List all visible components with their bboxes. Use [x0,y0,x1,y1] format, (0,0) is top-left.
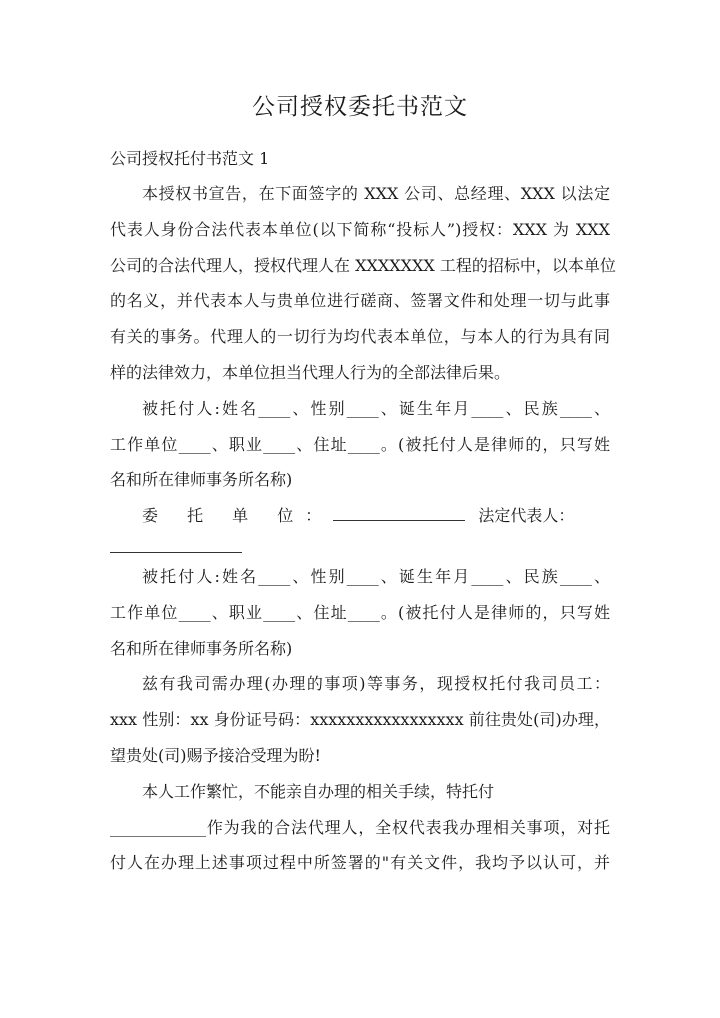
document-subtitle: 公司授权托付书范文 1 [110,149,270,168]
para2-line: 被托付人:姓名____、性别____、诞生年月____、民族____、 [142,398,610,418]
signature-row [110,498,610,534]
para2-line: 工作单位____、职业____、住址____。(被托付人是律师的，只写姓 [110,434,610,454]
para3-line: 工作单位____、职业____、住址____。(被托付人是律师的，只写姓 [110,602,610,622]
legal-rep-label: 法定代表人： [478,506,575,526]
para5-line: ____________作为我的合法代理人，全权代表我办理相关事项，对托 [110,817,610,837]
entrusting-unit-label: 委 托 单 位： [142,506,334,526]
para1-line: 样的法律效力，本单位担当代理人行为的全部法律后果。 [110,362,511,382]
para1-line: 有关的事务。代理人的一切行为均代表本单位，与本人的行为具有同 [110,327,610,347]
para2-line: 名和所在律师事务所名称) [110,470,293,490]
document-title: 公司授权委托书范文 [252,94,468,120]
para3-line: 被托付人:姓名____、性别____、诞生年月____、民族____、 [142,566,610,586]
entrusting-unit-blank [333,504,465,521]
para1-line: 公司的合法代理人，授权代理人在 XXXXXXX 工程的招标中，以本单位 [110,255,616,275]
para5-line: 付人在办理上述事项过程中所签署的"有关文件，我均予以认可，并 [110,853,610,873]
document-body [110,176,616,881]
para4-line: 望贵处(司)赐予接洽受理为盼! [110,745,321,765]
para1-line: 代表人身份合法代表本单位(以下简称“投标人”)授权：XXX 为 XXX [110,219,610,239]
para4-line: 兹有我司需办理(办理的事项)等事务，现授权托付我司员工： [142,674,610,694]
para3-line: 名和所在律师事务所名称) [110,638,293,658]
legal-rep-blank [110,534,242,553]
para1-line: 的名义，并代表本人与贵单位进行磋商、签署文件和处理一切与此事 [110,291,610,311]
para4-line: xxx 性别：xx 身份证号码：xxxxxxxxxxxxxxxxx 前往贵处(司)办理， [110,710,610,730]
para1-line: 本授权书宣告，在下面签字的 XXX 公司、总经理、XXX 以法定 [142,184,610,203]
para5-line: 本人工作繁忙，不能亲自办理的相关手续，特托付 [142,781,495,801]
